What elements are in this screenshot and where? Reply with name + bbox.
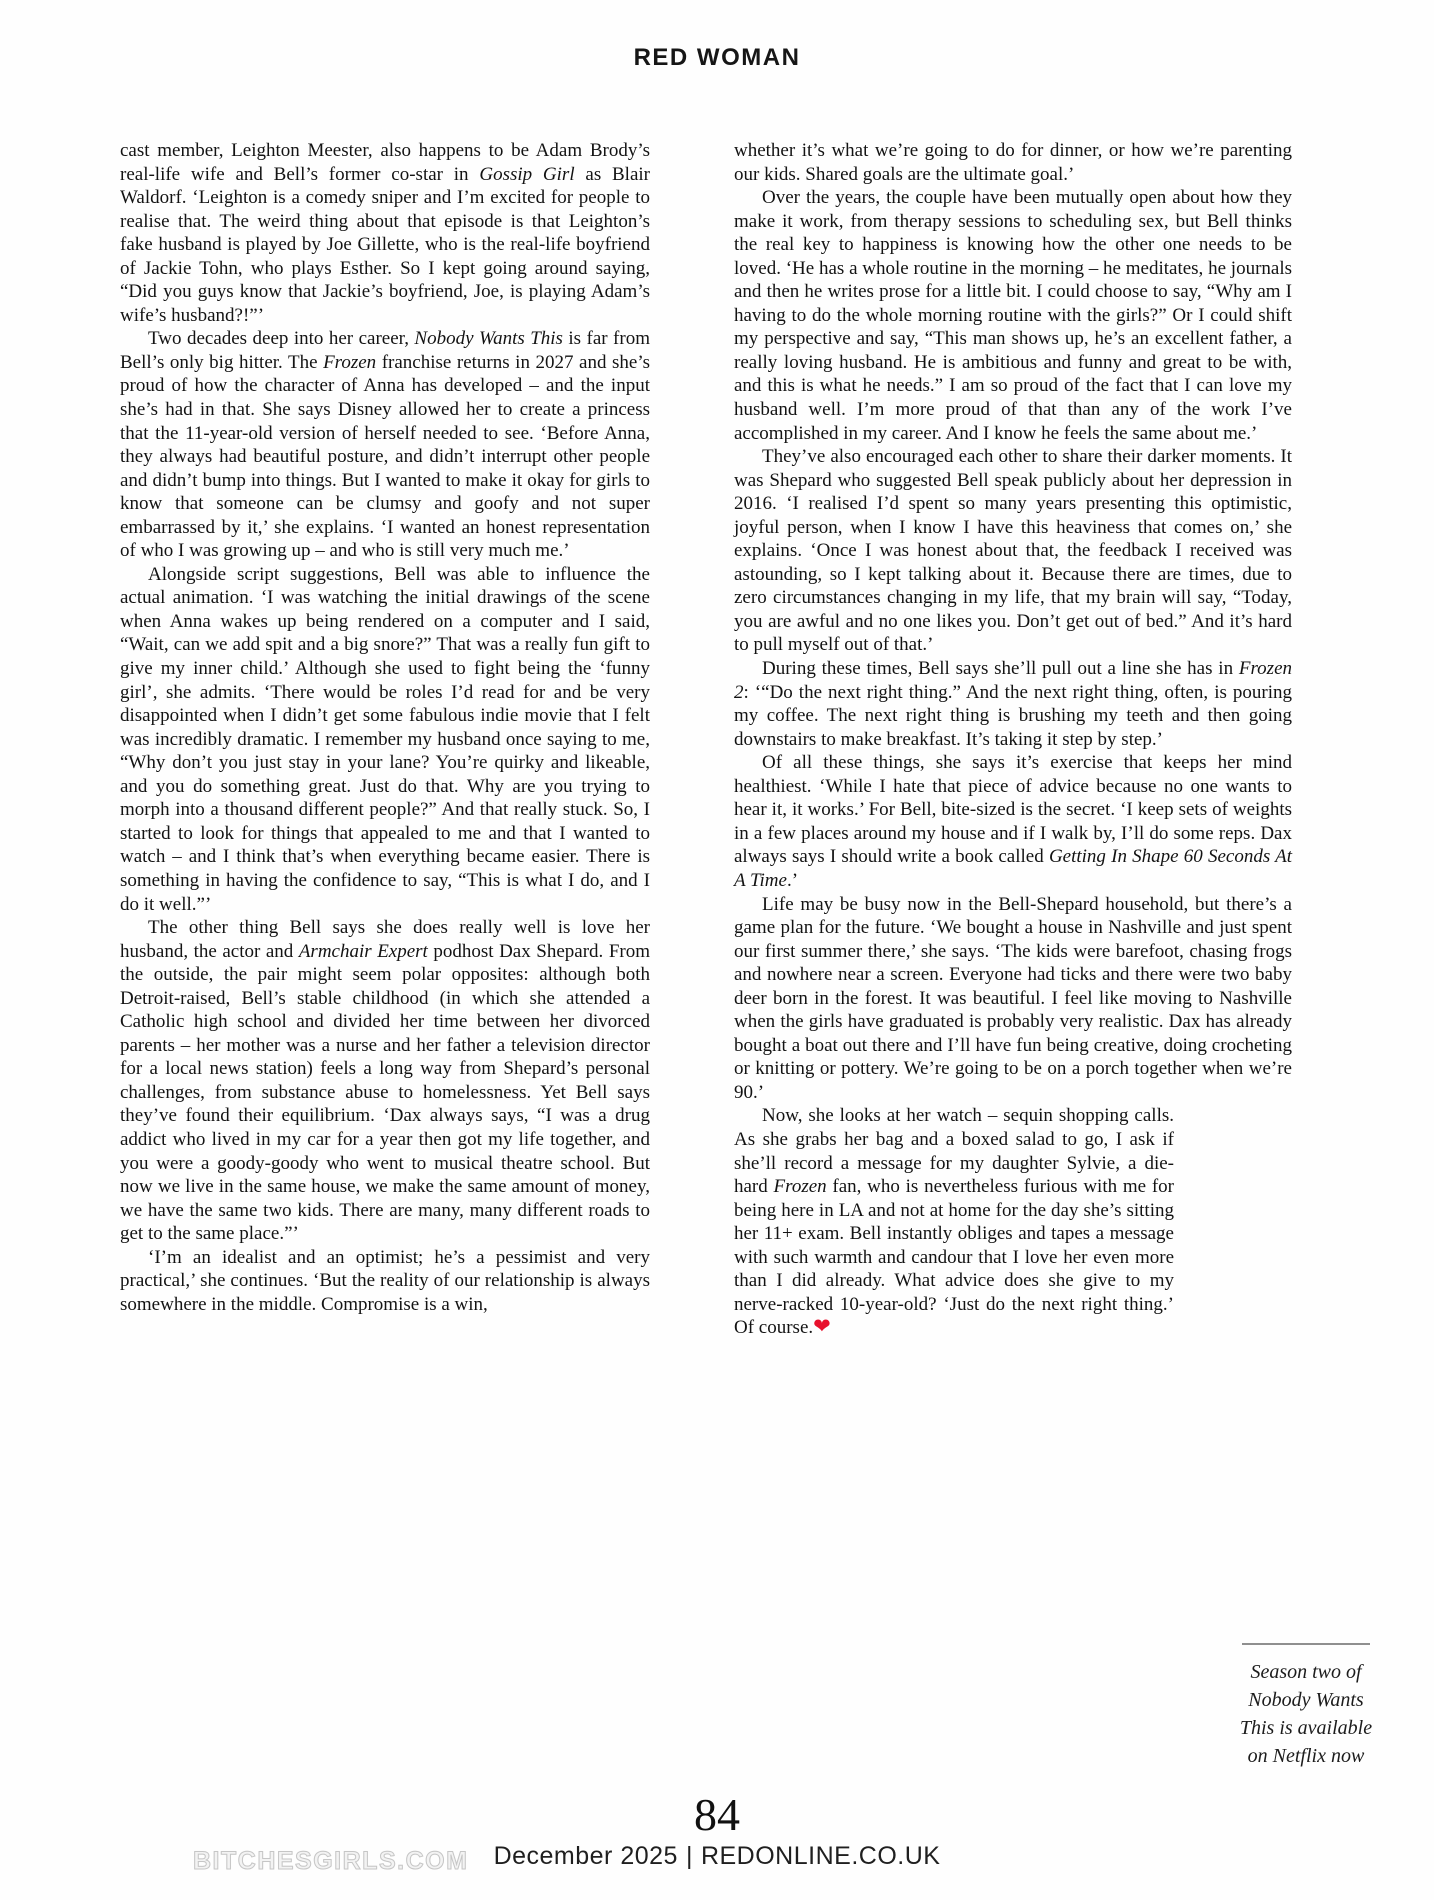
paragraph-text: Alongside script suggestions, Bell was able to influence the actual animation. ‘I was watching the initial drawings of the scene when Anna wakes up being rendered on a computer and I said, “Wait, can we add spit and a big snore?” That was a really fun gift to give my inner child.’ Although she used to fight being the ‘funny girl’, she admits. ‘There would be roles I’d read for and be very disappointed when I didn’t get some fabulous indie movie that I felt was incredibly dramatic. I remember my husband once saying to me, “Why don’t you just stay in your lane? You’re quirky and likeable, and you do something great. Just do that. Why are you trying to morph into a thousand different people?” And that really stuck. So, I started to look for things that appealed to me and that I wanted to watch – and I think that’s when everything became easier. There is something in having the confidence to say, “This is what I do, and I do it well.”’ — [120, 563, 650, 915]
sidebar-note-line: This is available — [1239, 1717, 1373, 1739]
paragraph-text: ‘I’m an idealist and an optimist; he’s a pessimist and very practical,’ she continues. ‘But the reality of our relationship is always somewhere in the middle. Compromise is a win, — [120, 1246, 650, 1315]
article-paragraph — [734, 751, 1292, 892]
watermark: BITCHESGIRLS.COM — [193, 1847, 469, 1875]
article-right-column — [734, 139, 1292, 1381]
sidebar-note-line: Nobody Wants — [1248, 1689, 1364, 1711]
article-paragraph — [120, 139, 650, 327]
note-divider-rule — [1242, 1643, 1370, 1645]
article-paragraph — [734, 186, 1292, 445]
paragraph-text: Life may be busy now in the Bell-Shepard household, but there’s a game plan for the future. ‘We bought a house in Nashville and just spent our first summer there,’ she says. ‘The kids were barefoot, chasing frogs and nowhere near a screen. Everyone had ticks and there were two baby deer born in the forest. It was beautiful. I feel like moving to Nashville when the girls have graduated is probably very realistic. Dax has already bought a boat out there and I’ll have fun being creative, doing crocheting or knitting or pottery. We’re going to be on a porch together when we’re 90.’ — [734, 893, 1292, 1103]
article-paragraph — [734, 657, 1292, 751]
page-title: RED WOMAN — [633, 44, 801, 71]
paragraph-text: podhost Dax Shepard. From the outside, the pair might seem polar opposites: although both Detroit-raised, Bell’s stable childhood (in which she attended a Catholic high school and divided her time between her divorced parents – her mother was a nurse and her father a television director for a local news station) feels a long way from Shepard’s personal challenges, from substance abuse to homelessness. Yet Bell says they’ve found their equilibrium. ‘Dax always says, “I was a drug addict who lived in my car for a year then got my life together, and you were a goody-goody who went to musical theatre school. But now we live in the same house, we make the same amount of money, we have the same two kids. There are many, many different roads to get to the same place.”’ — [120, 940, 650, 1245]
paragraph-text: franchise returns in 2027 and she’s proud of how the character of Anna has developed – and the input she’s had in that. She says Disney allowed her to create a princess that the 11-year-old version of herself needed to see. ‘Before Anna, they always had beautiful posture, and didn’t interrupt other people and didn’t bump into things. But I wanted to make it okay for girls to know that someone can be clumsy and goofy and not super embarrassed by it,’ she explains. ‘I wanted an honest representation of who I was growing up – and who is still very much me.’ — [120, 351, 650, 562]
paragraph-text: The other thing Bell says she does really well is love her husband, the actor and — [120, 917, 650, 962]
page-number: 84 — [694, 1789, 740, 1840]
article-paragraph — [120, 327, 650, 562]
footer-site-url: REDONLINE.CO.UK — [700, 1842, 941, 1870]
paragraph-text: cast member, Leighton Meester, also happens to be Adam Brody’s real-life wife and Bell’s former co-star in — [120, 140, 650, 185]
sidebar-note-text — [1232, 1658, 1380, 1770]
footer-separator: | — [685, 1842, 693, 1870]
article-paragraph — [734, 139, 1292, 186]
sidebar-note — [1232, 1643, 1380, 1770]
footer-date: December 2025 — [493, 1842, 678, 1870]
paragraph-text: .’ — [786, 869, 799, 891]
article-body — [120, 139, 1292, 1381]
article-paragraph — [120, 563, 650, 916]
sidebar-note-line: on Netflix now — [1247, 1745, 1365, 1767]
article-left-column — [120, 139, 650, 1381]
article-paragraph — [734, 893, 1292, 1105]
paragraph-text: Two decades deep into her career, — [148, 328, 415, 350]
heart-icon: ❤ — [813, 1314, 831, 1339]
article-paragraph — [734, 445, 1292, 657]
sidebar-note-line: Season two of — [1250, 1661, 1362, 1683]
title-italic-text: Gossip Girl — [479, 163, 575, 185]
article-paragraph — [734, 1104, 1292, 1339]
paragraph-text: fan, who is nevertheless furious with me for being here in LA and not at home for the day she’s sitting her 11+ exam. Bell instantly obliges and tapes a message with such warmth and candour that I love her even more than I did already. What advice does she give to my nerve-racked 10-year-old? ‘Just do the next right thing.’ Of course. — [734, 1176, 1174, 1339]
title-italic-text: Frozen 2 — [734, 658, 1292, 703]
title-italic-text: Frozen — [773, 1176, 827, 1198]
title-italic-text: Frozen — [323, 351, 377, 373]
title-italic-text: Armchair Expert — [298, 940, 428, 962]
title-italic-text: Getting In Shape 60 Seconds At A Time — [734, 846, 1292, 891]
article-paragraph — [120, 916, 650, 1246]
paragraph-text: During these times, Bell says she’ll pull out a line she has in — [762, 658, 1239, 680]
article-paragraph — [120, 1246, 650, 1317]
paragraph-text: Over the years, the couple have been mutually open about how they make it work, from therapy sessions to scheduling sex, but Bell thinks the real key to happiness is knowing how the other one needs to be loved. ‘He has a whole routine in the morning – he meditates, he journals and then he writes prose for a little bit. I could choose to say, “Why am I having to do the whole morning routine with the girls?” Or I could shift my perspective and say, “This man shows up, he’s an excellent father, a really loving husband. He is ambitious and funny and great to be with, and this is what he needs.” I am so proud of the fact that I can love my husband well. I’m more proud of that than any of the work I’ve accomplished in my career. And I know he feels the same about me.’ — [734, 187, 1292, 444]
paragraph-text: Now, she looks at her watch – sequin shopping calls. As she grabs her bag and a boxed salad to go, I ask if she’ll record a message for my daughter Sylvie, a die-hard — [734, 1105, 1174, 1198]
paragraph-text: : ‘“Do the next right thing.” And the next right thing, often, is pouring my coffee. The next right thing is brushing my teeth and then going downstairs to make breakfast. It’s taking it step by step.’ — [734, 681, 1292, 750]
paragraph-text: whether it’s what we’re going to do for dinner, or how we’re parenting our kids. Shared goals are the ultimate goal.’ — [734, 140, 1292, 185]
title-italic-text: Nobody Wants This — [414, 328, 563, 350]
paragraph-text: They’ve also encouraged each other to share their darker moments. It was Shepard who suggested Bell speak publicly about her depression in 2016. ‘I realised I’d spent so many years presenting this optimistic, joyful person, when I know I have this heaviness that comes on,’ she explains. ‘Once I was honest about that, the feedback I received was astounding, so I kept talking about it. Because there are times, due to zero circumstances changing in my life, that my brain will say, “Today, you are awful and no one likes you. Don’t get out of bed.” And it’s hard to pull myself out of that.’ — [734, 446, 1292, 656]
note-wrap-spacer — [1174, 1221, 1292, 1381]
paragraph-text: is far from Bell’s only big hitter. The — [120, 328, 650, 373]
paragraph-text: as Blair Waldorf. ‘Leighton is a comedy sniper and I’m excited for people to realise that. The weird thing about that episode is that Leighton’s fake husband is played by Joe Gillette, who is the real-life boyfriend of Jackie Tohn, who plays Esther. So I kept going around saying, “Did you guys know that Jackie’s boyfriend, Joe, is playing Adam’s wife’s husband?!”’ — [120, 163, 650, 326]
paragraph-text: Of all these things, she says it’s exercise that keeps her mind healthiest. ‘While I hate that piece of advice because no one wants to hear it, it works.’ For Bell, bite-sized is the secret. ‘I keep sets of weights in a few places around my house and if I walk by, I’ll do some reps. Dax always says I should write a book called — [734, 752, 1292, 868]
